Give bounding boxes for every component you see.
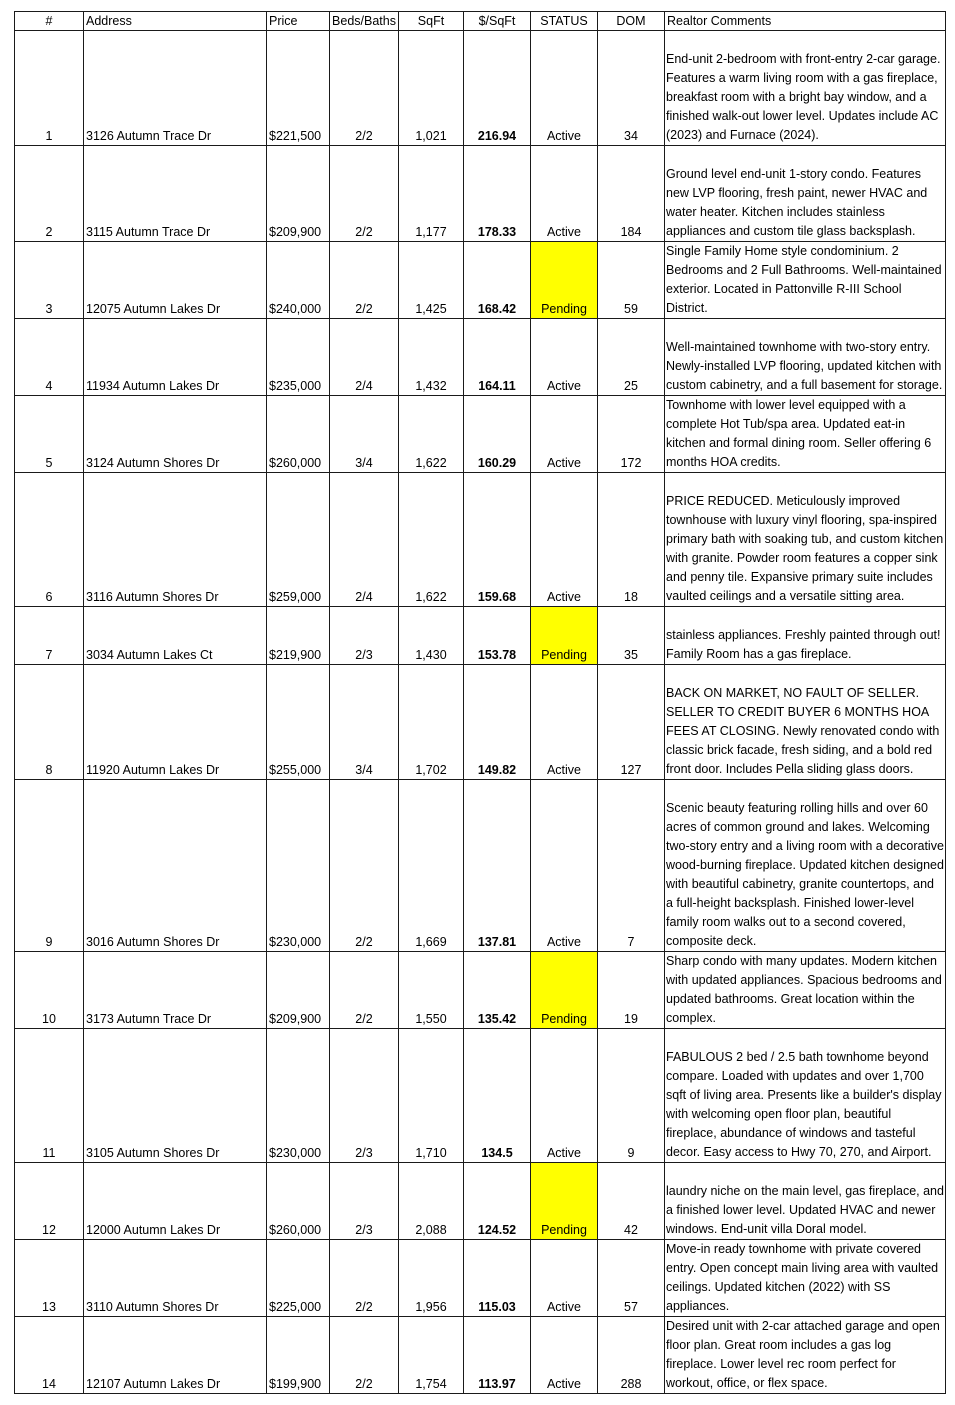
row-status[interactable]: Active bbox=[531, 1029, 598, 1163]
row-beds-baths[interactable]: 2/2 bbox=[330, 1317, 399, 1394]
row-price-per-sqft[interactable]: 124.52 bbox=[464, 1163, 531, 1240]
row-sqft[interactable]: 1,622 bbox=[399, 396, 464, 473]
row-sqft[interactable]: 1,956 bbox=[399, 1240, 464, 1317]
table-row bbox=[15, 319, 946, 396]
row-price-per-sqft[interactable]: 168.42 bbox=[464, 242, 531, 319]
row-dom[interactable]: 42 bbox=[598, 1163, 665, 1240]
row-sqft[interactable]: 1,622 bbox=[399, 473, 464, 607]
row-address[interactable]: 3116 Autumn Shores Dr bbox=[84, 473, 267, 607]
row-price-per-sqft[interactable]: 216.94 bbox=[464, 31, 531, 146]
row-dom[interactable]: 288 bbox=[598, 1317, 665, 1394]
table-row bbox=[15, 473, 946, 607]
table-row bbox=[15, 665, 946, 780]
row-price[interactable]: $209,900 bbox=[267, 952, 330, 1029]
row-address[interactable]: 12107 Autumn Lakes Dr bbox=[84, 1317, 267, 1394]
header-beds-baths[interactable]: Beds/Baths bbox=[330, 12, 399, 31]
row-status[interactable]: Active bbox=[531, 146, 598, 242]
row-num[interactable]: 12 bbox=[15, 1163, 84, 1240]
row-price-per-sqft[interactable]: 137.81 bbox=[464, 780, 531, 952]
row-beds-baths[interactable]: 2/2 bbox=[330, 1240, 399, 1317]
table-row bbox=[15, 780, 946, 952]
row-price[interactable]: $255,000 bbox=[267, 665, 330, 780]
row-beds-baths[interactable]: 2/2 bbox=[330, 780, 399, 952]
row-price[interactable]: $260,000 bbox=[267, 1163, 330, 1240]
table-row bbox=[15, 242, 946, 319]
row-sqft[interactable]: 1,754 bbox=[399, 1317, 464, 1394]
table-row bbox=[15, 396, 946, 473]
row-comments[interactable]: Ground level end-unit 1-story condo. Features new LVP flooring, fresh paint, newer HVAC and water heater. Kitchen includes stainless appliances and custom tile glass backsplash. bbox=[665, 146, 946, 242]
row-sqft[interactable]: 1,021 bbox=[399, 31, 464, 146]
row-price[interactable]: $221,500 bbox=[267, 31, 330, 146]
row-dom[interactable]: 18 bbox=[598, 473, 665, 607]
row-comments[interactable]: Townhome with lower level equipped with a complete Hot Tub/spa area. Updated eat-in kitchen and formal dining room. Seller offering 6 months HOA credits. bbox=[665, 396, 946, 473]
header-status[interactable]: STATUS bbox=[531, 12, 598, 31]
row-status[interactable]: Active bbox=[531, 31, 598, 146]
row-num[interactable]: 14 bbox=[15, 1317, 84, 1394]
row-comments[interactable]: BACK ON MARKET, NO FAULT OF SELLER. SELLER TO CREDIT BUYER 6 MONTHS HOA FEES AT CLOSING. Newly renovated condo with classic brick facade, fresh siding, and a bold red front door. Includes Pella sliding glass doors. bbox=[665, 665, 946, 780]
row-status[interactable]: Pending bbox=[531, 242, 598, 319]
header-address[interactable]: Address bbox=[84, 12, 267, 31]
row-price[interactable]: $235,000 bbox=[267, 319, 330, 396]
header-row bbox=[15, 12, 946, 31]
row-comments[interactable]: Desired unit with 2-car attached garage and open floor plan. Great room includes a gas log fireplace. Lower level rec room perfect for workout, office, or flex space. bbox=[665, 1317, 946, 1394]
table-row bbox=[15, 1163, 946, 1240]
row-price-per-sqft[interactable]: 153.78 bbox=[464, 607, 531, 665]
row-price[interactable]: $230,000 bbox=[267, 1029, 330, 1163]
row-price-per-sqft[interactable]: 115.03 bbox=[464, 1240, 531, 1317]
row-status[interactable]: Active bbox=[531, 780, 598, 952]
row-comments[interactable]: PRICE REDUCED. Meticulously improved townhouse with luxury vinyl flooring, spa-inspired primary bath with soaking tub, and custom kitchen with granite. Powder room features a copper sink and penny tile. Expansive primary suite includes vaulted ceilings and a versatile sitting area. bbox=[665, 473, 946, 607]
table-row bbox=[15, 952, 946, 1029]
row-dom[interactable]: 35 bbox=[598, 607, 665, 665]
row-comments[interactable]: Sharp condo with many updates. Modern kitchen with updated appliances. Spacious bedrooms and updated bathrooms. Great location within the complex. bbox=[665, 952, 946, 1029]
row-sqft[interactable]: 1,702 bbox=[399, 665, 464, 780]
row-dom[interactable]: 19 bbox=[598, 952, 665, 1029]
row-beds-baths[interactable]: 3/4 bbox=[330, 665, 399, 780]
row-address[interactable]: 3124 Autumn Shores Dr bbox=[84, 396, 267, 473]
row-sqft[interactable]: 1,669 bbox=[399, 780, 464, 952]
row-beds-baths[interactable]: 2/2 bbox=[330, 146, 399, 242]
row-price-per-sqft[interactable]: 113.97 bbox=[464, 1317, 531, 1394]
row-comments[interactable]: stainless appliances. Freshly painted through out! Family Room has a gas fireplace. bbox=[665, 607, 946, 665]
row-beds-baths[interactable]: 2/2 bbox=[330, 952, 399, 1029]
row-status[interactable]: Active bbox=[531, 396, 598, 473]
row-beds-baths[interactable]: 2/2 bbox=[330, 31, 399, 146]
header-sqft[interactable]: SqFt bbox=[399, 12, 464, 31]
row-address[interactable]: 12075 Autumn Lakes Dr bbox=[84, 242, 267, 319]
row-price-per-sqft[interactable]: 134.5 bbox=[464, 1029, 531, 1163]
row-status[interactable]: Pending bbox=[531, 1163, 598, 1240]
row-beds-baths[interactable]: 2/4 bbox=[330, 473, 399, 607]
table-row bbox=[15, 1029, 946, 1163]
row-dom[interactable]: 184 bbox=[598, 146, 665, 242]
row-address[interactable]: 3115 Autumn Trace Dr bbox=[84, 146, 267, 242]
row-dom[interactable]: 25 bbox=[598, 319, 665, 396]
row-price-per-sqft[interactable]: 164.11 bbox=[464, 319, 531, 396]
row-address[interactable]: 11920 Autumn Lakes Dr bbox=[84, 665, 267, 780]
row-status[interactable]: Active bbox=[531, 1240, 598, 1317]
row-price[interactable]: $199,900 bbox=[267, 1317, 330, 1394]
row-num[interactable]: 9 bbox=[15, 780, 84, 952]
listings-table bbox=[14, 11, 946, 1394]
row-dom[interactable]: 59 bbox=[598, 242, 665, 319]
row-status[interactable]: Active bbox=[531, 1317, 598, 1394]
row-beds-baths[interactable]: 3/4 bbox=[330, 396, 399, 473]
row-comments[interactable]: laundry niche on the main level, gas fireplace, and a finished lower level. Updated HVAC and newer windows. End-unit villa Doral model. bbox=[665, 1163, 946, 1240]
row-num[interactable]: 11 bbox=[15, 1029, 84, 1163]
row-dom[interactable]: 127 bbox=[598, 665, 665, 780]
row-num[interactable]: 8 bbox=[15, 665, 84, 780]
row-address[interactable]: 3016 Autumn Shores Dr bbox=[84, 780, 267, 952]
row-price-per-sqft[interactable]: 159.68 bbox=[464, 473, 531, 607]
row-comments[interactable]: End-unit 2-bedroom with front-entry 2-car garage. Features a warm living room with a gas fireplace, breakfast room with a bright bay window, and a finished walk-out lower level. Updates include AC (2023) and Furnace (2024). bbox=[665, 31, 946, 146]
row-price-per-sqft[interactable]: 160.29 bbox=[464, 396, 531, 473]
row-price[interactable]: $260,000 bbox=[267, 396, 330, 473]
table-row bbox=[15, 1240, 946, 1317]
row-sqft[interactable]: 1,710 bbox=[399, 1029, 464, 1163]
row-dom[interactable]: 57 bbox=[598, 1240, 665, 1317]
row-price[interactable]: $209,900 bbox=[267, 146, 330, 242]
row-comments[interactable]: Single Family Home style condominium. 2 Bedrooms and 2 Full Bathrooms. Well-maintained exterior. Located in Pattonville R-III School District. bbox=[665, 242, 946, 319]
row-price-per-sqft[interactable]: 178.33 bbox=[464, 146, 531, 242]
table-row bbox=[15, 146, 946, 242]
table-row bbox=[15, 1317, 946, 1394]
row-price[interactable]: $240,000 bbox=[267, 242, 330, 319]
row-num[interactable]: 13 bbox=[15, 1240, 84, 1317]
row-status[interactable]: Pending bbox=[531, 952, 598, 1029]
row-comments[interactable]: Scenic beauty featuring rolling hills and over 60 acres of common ground and lakes. Welcoming two-story entry and a living room with a decorative wood-burning fireplace. Updated kitchen designed with beautiful cabinetry, granite countertops, and a full-height backsplash. Finished lower-level family room walks out to a second covered, composite deck. bbox=[665, 780, 946, 952]
row-sqft[interactable]: 1,550 bbox=[399, 952, 464, 1029]
table-row bbox=[15, 31, 946, 146]
row-dom[interactable]: 9 bbox=[598, 1029, 665, 1163]
row-status[interactable]: Active bbox=[531, 473, 598, 607]
row-dom[interactable]: 172 bbox=[598, 396, 665, 473]
row-comments[interactable]: Move-in ready townhome with private covered entry. Open concept main living area with vaulted ceilings. Updated kitchen (2022) with SS appliances. bbox=[665, 1240, 946, 1317]
row-num[interactable]: 2 bbox=[15, 146, 84, 242]
header-price-per-sqft[interactable]: $/SqFt bbox=[464, 12, 531, 31]
row-beds-baths[interactable]: 2/3 bbox=[330, 607, 399, 665]
row-num[interactable]: 6 bbox=[15, 473, 84, 607]
row-price[interactable]: $230,000 bbox=[267, 780, 330, 952]
row-price[interactable]: $259,000 bbox=[267, 473, 330, 607]
row-price-per-sqft[interactable]: 149.82 bbox=[464, 665, 531, 780]
row-price-per-sqft[interactable]: 135.42 bbox=[464, 952, 531, 1029]
header-num[interactable]: # bbox=[15, 12, 84, 31]
row-dom[interactable]: 34 bbox=[598, 31, 665, 146]
row-beds-baths[interactable]: 2/3 bbox=[330, 1163, 399, 1240]
row-dom[interactable]: 7 bbox=[598, 780, 665, 952]
row-sqft[interactable]: 1,430 bbox=[399, 607, 464, 665]
row-sqft[interactable]: 1,432 bbox=[399, 319, 464, 396]
row-num[interactable]: 5 bbox=[15, 396, 84, 473]
row-num[interactable]: 10 bbox=[15, 952, 84, 1029]
row-address[interactable]: 3105 Autumn Shores Dr bbox=[84, 1029, 267, 1163]
row-address[interactable]: 3110 Autumn Shores Dr bbox=[84, 1240, 267, 1317]
row-status[interactable]: Pending bbox=[531, 607, 598, 665]
row-sqft[interactable]: 1,177 bbox=[399, 146, 464, 242]
row-status[interactable]: Active bbox=[531, 665, 598, 780]
row-address[interactable]: 3034 Autumn Lakes Ct bbox=[84, 607, 267, 665]
row-num[interactable]: 1 bbox=[15, 31, 84, 146]
row-num[interactable]: 3 bbox=[15, 242, 84, 319]
row-price[interactable]: $219,900 bbox=[267, 607, 330, 665]
row-address[interactable]: 3126 Autumn Trace Dr bbox=[84, 31, 267, 146]
row-num[interactable]: 7 bbox=[15, 607, 84, 665]
row-num[interactable]: 4 bbox=[15, 319, 84, 396]
table-row bbox=[15, 607, 946, 665]
row-address[interactable]: 11934 Autumn Lakes Dr bbox=[84, 319, 267, 396]
row-comments[interactable]: FABULOUS 2 bed / 2.5 bath townhome beyond compare. Loaded with updates and over 1,700 sqft of living area. Presents like a builder's display with welcoming open floor plan, beautiful fireplace, abundance of windows and tasteful decor. Easy access to Hwy 70, 270, and Airport. bbox=[665, 1029, 946, 1163]
row-beds-baths[interactable]: 2/4 bbox=[330, 319, 399, 396]
row-address[interactable]: 3173 Autumn Trace Dr bbox=[84, 952, 267, 1029]
row-sqft[interactable]: 1,425 bbox=[399, 242, 464, 319]
row-price[interactable]: $225,000 bbox=[267, 1240, 330, 1317]
row-sqft[interactable]: 2,088 bbox=[399, 1163, 464, 1240]
header-price[interactable]: Price bbox=[267, 12, 330, 31]
header-comments[interactable]: Realtor Comments bbox=[665, 12, 946, 31]
row-comments[interactable]: Well-maintained townhome with two-story entry. Newly-installed LVP flooring, updated kitchen with custom cabinetry, and a full basement for storage. bbox=[665, 319, 946, 396]
row-beds-baths[interactable]: 2/3 bbox=[330, 1029, 399, 1163]
header-dom[interactable]: DOM bbox=[598, 12, 665, 31]
row-address[interactable]: 12000 Autumn Lakes Dr bbox=[84, 1163, 267, 1240]
row-status[interactable]: Active bbox=[531, 319, 598, 396]
row-beds-baths[interactable]: 2/2 bbox=[330, 242, 399, 319]
table-body bbox=[15, 31, 946, 1394]
